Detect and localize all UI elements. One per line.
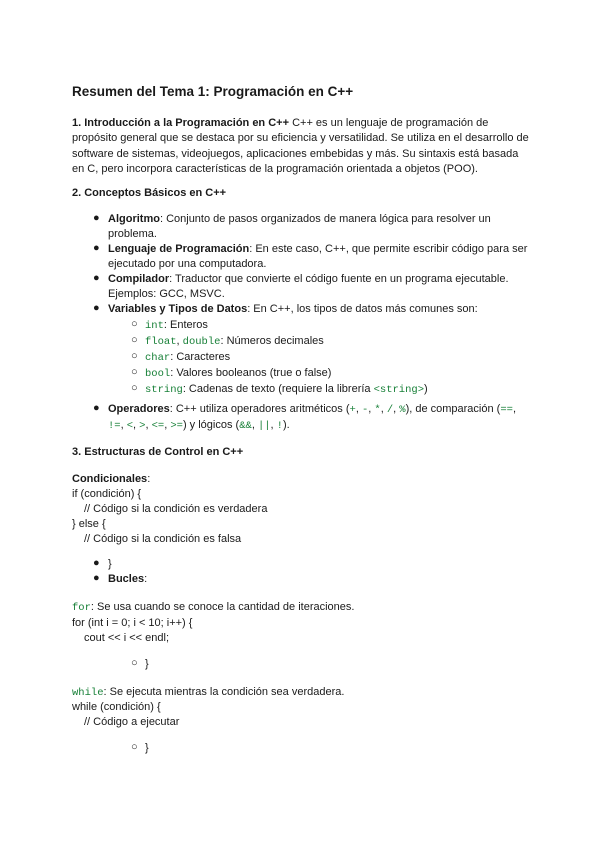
list-item-term: Operadores [108,403,170,415]
code-line: // Código si la condición es falsa [84,533,242,545]
code-line: // Código a ejecutar [84,716,180,728]
list-item-term: Compilador [108,273,170,285]
op-code: ! [276,420,283,433]
bullet-icon: ● [93,272,100,284]
section-2-heading: 2. Conceptos Básicos en C++ [72,187,227,199]
code-line: for (int i = 0; i < 10; i++) { [72,617,193,629]
for-description [72,600,354,615]
op-code: - [361,404,369,416]
code-line: while (condición) { [72,701,161,713]
list-item-desc: : Conjunto de pasos organizados de manera lógica para resolver un problema. [108,213,491,241]
type-item-string [145,382,428,398]
type-code: bool [145,368,171,380]
list-item-desc: ) y lógicos ( [182,419,240,432]
section-1-heading: 1. Introducción a la Programación en C++ [72,117,290,129]
type-code: float [145,336,177,348]
keyword-code: for [72,602,91,614]
list-item-desc: : En C++, los tipos de datos más comunes son: [247,303,478,315]
desc-text: : Se ejecuta mientras la condición sea verdadera. [103,686,345,698]
list-item-term: Lenguaje de Programación [108,243,250,255]
circle-icon: ○ [131,334,138,346]
op-code: <= [151,420,165,433]
op-code: || [257,420,271,433]
keyword-code: while [72,687,104,699]
op-code: > [139,420,146,433]
label-colon: : [144,573,148,585]
type-item-char [145,350,230,366]
op-code: >= [170,420,183,433]
code-line: if (condición) { [72,488,142,500]
code-line: cout << i << endl; [84,632,170,644]
type-item-float [145,334,324,350]
section-1-text: C++ es un lenguaje de programación de propósito general que se destaca por su eficiencia y versatilidad. Se utiliza en el desarrollo de software de sistemas, videojuegos, aplicaciones embebidas y más. Su sintaxis está basada en C, pero incorpora características de la programación orientada a objetos (POO). [72,117,529,175]
code-line: // Código si la condición es verdadera [84,503,268,515]
type-desc: : Números decimales [220,335,324,347]
code-line: } else { [72,518,106,530]
circle-icon: ○ [131,366,138,378]
bullet-icon: ● [93,212,100,224]
label-text: Condicionales [72,473,148,485]
closing-brace: } [145,742,149,754]
bullet-icon: ● [93,557,100,569]
type-desc: : Valores booleanos (true o false) [170,367,332,379]
section-1-paragraph [72,116,532,177]
op-code: + [349,404,356,416]
list-item-desc: : En este caso, C++, que permite escribir código para ser ejecutado por una computadora. [108,243,528,271]
circle-icon: ○ [131,350,138,362]
op-code: / [386,404,394,416]
op-code: * [374,404,381,416]
op-code: % [399,404,406,416]
circle-icon: ○ [131,741,138,753]
list-item-term: Algoritmo [108,213,160,225]
while-description [72,685,344,700]
list-item-lenguaje [108,242,533,273]
type-desc: : Cadenas de texto (requiere la librería [182,383,374,395]
circle-icon: ○ [131,657,138,669]
bullet-icon: ● [93,242,100,254]
list-item-desc: ). [282,419,290,432]
desc-text: : Se usa cuando se conoce la cantidad de iteraciones. [90,601,355,613]
type-sep: , [176,335,183,347]
type-item-bool [145,366,331,382]
bucles-label [108,572,147,586]
circle-icon: ○ [131,382,138,394]
type-desc: : Caracteres [170,351,231,363]
closing-brace: } [145,658,149,670]
type-code: int [145,320,164,332]
list-item-operadores: Operadores: C++ utiliza operadores aritméticos (+, -, *, /, %), de comparación (==, !=, <, >, <=, >=) y lógicos (&&, ||, !). [108,403,516,433]
type-desc: : Enteros [163,319,208,331]
document-title: Resumen del Tema 1: Programación en C++ [72,84,354,99]
list-item-variables [108,302,533,317]
condicionales-label [72,472,150,486]
circle-icon: ○ [131,318,138,330]
bullet-icon: ● [93,302,100,314]
op-code: && [239,420,252,433]
type-code: double [182,336,221,348]
list-item-desc: : C++ utiliza operadores aritméticos ( [169,403,350,415]
type-code: char [145,352,171,364]
type-item-int [145,318,208,334]
list-item-desc: ), de comparación ( [405,403,501,415]
bullet-icon: ● [93,402,100,414]
op-code: != [108,420,121,433]
op-code: < [126,420,134,433]
closing-brace: } [108,558,112,570]
type-code: <string> [373,384,425,396]
list-item-algoritmo [108,212,533,243]
section-3-heading: 3. Estructuras de Control en C++ [72,446,244,458]
type-code: string [145,384,183,396]
label-text: Bucles [108,573,145,585]
list-item-term: Variables y Tipos de Datos [108,303,248,315]
type-desc: ) [424,383,428,395]
list-item-desc: : Traductor que convierte el código fuente en un programa ejecutable. Ejemplos: GCC, MSVC. [108,273,509,301]
bullet-icon: ● [93,572,100,584]
list-item-compilador [108,272,533,303]
label-colon: : [147,473,151,485]
op-code: == [500,404,513,416]
